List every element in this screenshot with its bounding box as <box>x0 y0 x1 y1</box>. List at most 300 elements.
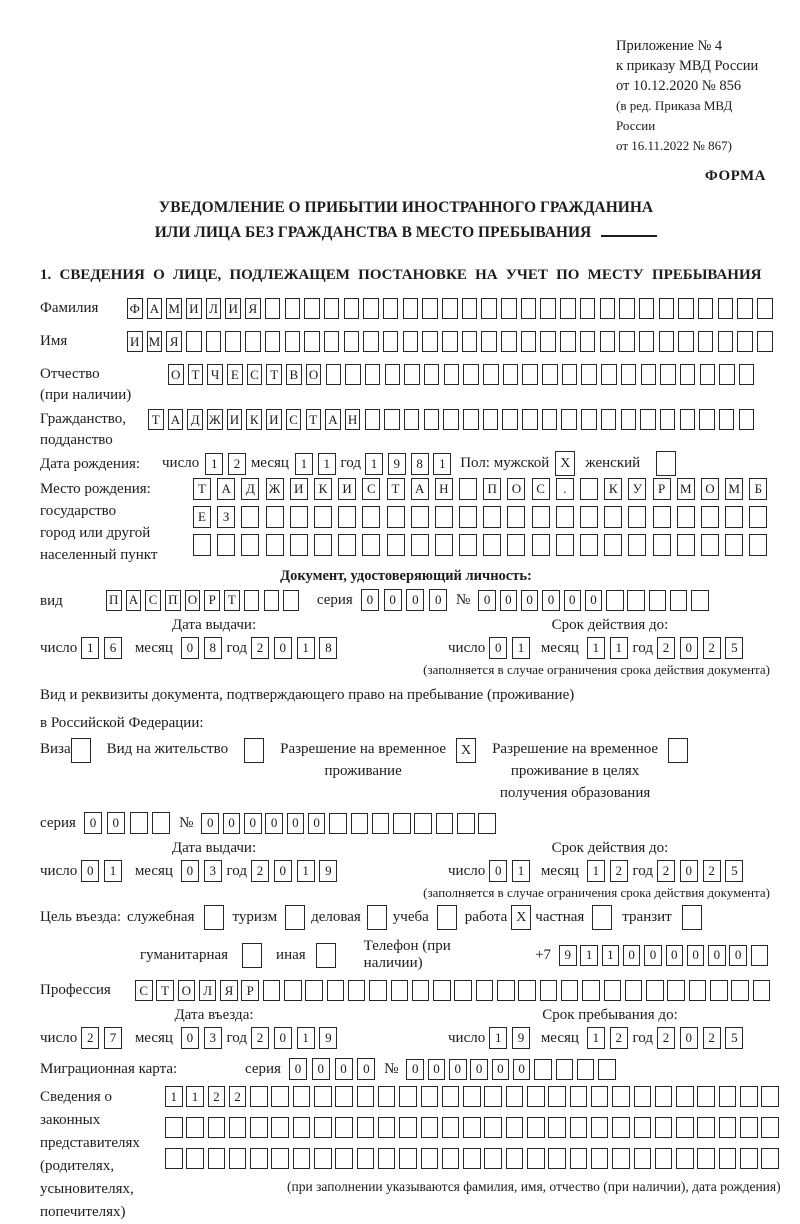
char-cell[interactable] <box>612 1117 630 1138</box>
char-cell[interactable] <box>244 590 260 611</box>
char-cell[interactable] <box>387 534 405 556</box>
char-cell[interactable]: Е <box>227 364 243 385</box>
char-cell[interactable] <box>435 534 453 556</box>
char-cell[interactable] <box>749 534 767 556</box>
purpose-tourism-checkbox[interactable] <box>285 905 305 930</box>
char-cell[interactable] <box>503 364 519 385</box>
char-cell[interactable]: 0 <box>406 1059 424 1080</box>
char-cell[interactable] <box>725 534 743 556</box>
char-cell[interactable] <box>761 1086 779 1107</box>
char-cell[interactable] <box>653 506 671 528</box>
char-cell[interactable] <box>761 1117 779 1138</box>
char-cell[interactable] <box>404 364 420 385</box>
char-cell[interactable] <box>640 409 656 430</box>
char-cell[interactable]: 0 <box>492 1059 510 1080</box>
char-cell[interactable]: Р <box>241 980 259 1001</box>
char-cell[interactable]: 0 <box>335 1058 353 1080</box>
char-cell[interactable]: 1 <box>297 637 315 659</box>
char-cell[interactable] <box>324 298 340 319</box>
char-cell[interactable]: М <box>725 478 743 500</box>
char-cell[interactable] <box>506 1148 524 1169</box>
char-cell[interactable]: 0 <box>489 637 507 659</box>
char-cell[interactable] <box>527 1117 545 1138</box>
resid-valid-month-cells[interactable] <box>587 860 633 882</box>
entry-month-cells[interactable] <box>181 1027 227 1049</box>
char-cell[interactable] <box>655 1086 673 1107</box>
char-cell[interactable]: О <box>178 980 196 1001</box>
char-cell[interactable] <box>271 1117 289 1138</box>
char-cell[interactable] <box>678 298 694 319</box>
char-cell[interactable]: А <box>126 590 142 611</box>
char-cell[interactable]: 9 <box>512 1027 530 1049</box>
char-cell[interactable]: 2 <box>657 860 675 882</box>
char-cell[interactable] <box>719 1117 737 1138</box>
char-cell[interactable] <box>165 1117 183 1138</box>
char-cell[interactable]: 2 <box>703 637 721 659</box>
char-cell[interactable] <box>265 298 281 319</box>
char-cell[interactable]: 1 <box>295 453 313 475</box>
char-cell[interactable]: Ч <box>207 364 223 385</box>
char-cell[interactable]: А <box>168 409 184 430</box>
char-cell[interactable] <box>442 1086 460 1107</box>
char-cell[interactable] <box>378 1148 396 1169</box>
char-cell[interactable] <box>604 534 622 556</box>
char-cell[interactable]: . <box>556 478 574 500</box>
char-cell[interactable]: 9 <box>559 945 577 966</box>
char-cell[interactable] <box>245 331 261 352</box>
char-cell[interactable] <box>241 534 259 556</box>
birthdate-day-cells[interactable] <box>205 453 251 475</box>
char-cell[interactable] <box>677 506 695 528</box>
char-cell[interactable] <box>263 980 281 1001</box>
char-cell[interactable]: 3 <box>204 860 222 882</box>
char-cell[interactable]: И <box>290 478 308 500</box>
char-cell[interactable]: 0 <box>107 812 125 834</box>
char-cell[interactable]: 0 <box>357 1058 375 1080</box>
char-cell[interactable] <box>327 980 345 1001</box>
char-cell[interactable]: 0 <box>489 860 507 882</box>
char-cell[interactable] <box>362 506 380 528</box>
char-cell[interactable]: И <box>127 331 143 352</box>
char-cell[interactable] <box>659 331 675 352</box>
char-cell[interactable]: С <box>362 478 380 500</box>
char-cell[interactable]: 0 <box>687 945 705 966</box>
char-cell[interactable] <box>689 980 707 1001</box>
char-cell[interactable]: 3 <box>204 1027 222 1049</box>
birthplace-row2-cells[interactable] <box>193 506 774 528</box>
char-cell[interactable]: 1 <box>365 453 383 475</box>
char-cell[interactable]: К <box>604 478 622 500</box>
char-cell[interactable]: Б <box>749 478 767 500</box>
char-cell[interactable]: С <box>135 980 153 1001</box>
char-cell[interactable] <box>719 1086 737 1107</box>
representatives-row1-cells[interactable] <box>165 1086 783 1107</box>
char-cell[interactable]: 1 <box>104 860 122 882</box>
char-cell[interactable] <box>660 364 676 385</box>
char-cell[interactable]: 1 <box>297 1027 315 1049</box>
char-cell[interactable] <box>581 364 597 385</box>
char-cell[interactable] <box>634 1117 652 1138</box>
char-cell[interactable] <box>739 409 755 430</box>
char-cell[interactable]: Т <box>148 409 164 430</box>
char-cell[interactable]: 0 <box>274 1027 292 1049</box>
char-cell[interactable] <box>691 590 709 611</box>
char-cell[interactable] <box>627 590 645 611</box>
char-cell[interactable] <box>757 331 773 352</box>
char-cell[interactable] <box>634 1148 652 1169</box>
valid-year-cells[interactable] <box>657 637 748 659</box>
char-cell[interactable] <box>628 506 646 528</box>
char-cell[interactable]: 0 <box>429 589 447 611</box>
char-cell[interactable] <box>363 298 379 319</box>
char-cell[interactable] <box>580 506 598 528</box>
char-cell[interactable] <box>506 1086 524 1107</box>
char-cell[interactable]: 1 <box>587 1027 605 1049</box>
char-cell[interactable]: 5 <box>725 1027 743 1049</box>
char-cell[interactable] <box>701 534 719 556</box>
char-cell[interactable] <box>206 331 222 352</box>
char-cell[interactable] <box>561 980 579 1001</box>
char-cell[interactable] <box>600 298 616 319</box>
char-cell[interactable] <box>641 364 657 385</box>
char-cell[interactable] <box>357 1117 375 1138</box>
char-cell[interactable] <box>619 298 635 319</box>
char-cell[interactable]: 1 <box>512 637 530 659</box>
firstname-cells[interactable] <box>127 331 777 352</box>
char-cell[interactable]: М <box>677 478 695 500</box>
char-cell[interactable] <box>676 1117 694 1138</box>
birthplace-row1-cells[interactable] <box>193 478 774 500</box>
char-cell[interactable] <box>497 980 515 1001</box>
char-cell[interactable] <box>463 1086 481 1107</box>
char-cell[interactable] <box>667 980 685 1001</box>
char-cell[interactable] <box>628 534 646 556</box>
char-cell[interactable]: 2 <box>229 1086 247 1107</box>
char-cell[interactable] <box>462 298 478 319</box>
char-cell[interactable] <box>362 534 380 556</box>
char-cell[interactable] <box>749 506 767 528</box>
char-cell[interactable] <box>324 331 340 352</box>
char-cell[interactable] <box>751 945 769 966</box>
char-cell[interactable] <box>542 409 558 430</box>
char-cell[interactable]: О <box>306 364 322 385</box>
char-cell[interactable]: 0 <box>449 1059 467 1080</box>
resid-valid-year-cells[interactable] <box>657 860 748 882</box>
char-cell[interactable] <box>384 409 400 430</box>
char-cell[interactable] <box>761 1148 779 1169</box>
char-cell[interactable] <box>561 409 577 430</box>
char-cell[interactable]: 1 <box>610 637 628 659</box>
char-cell[interactable]: 0 <box>201 813 219 834</box>
char-cell[interactable]: С <box>247 364 263 385</box>
char-cell[interactable]: Т <box>306 409 322 430</box>
char-cell[interactable] <box>335 1117 353 1138</box>
char-cell[interactable] <box>540 980 558 1001</box>
char-cell[interactable] <box>290 534 308 556</box>
char-cell[interactable] <box>731 980 749 1001</box>
char-cell[interactable]: 8 <box>411 453 429 475</box>
char-cell[interactable]: 1 <box>318 453 336 475</box>
char-cell[interactable] <box>540 298 556 319</box>
char-cell[interactable] <box>697 1086 715 1107</box>
char-cell[interactable] <box>577 1059 595 1080</box>
char-cell[interactable]: Т <box>193 478 211 500</box>
purpose-other-checkbox[interactable] <box>316 943 336 968</box>
char-cell[interactable]: Р <box>653 478 671 500</box>
representatives-row3-cells[interactable] <box>165 1148 783 1169</box>
char-cell[interactable]: 2 <box>657 637 675 659</box>
char-cell[interactable] <box>314 506 332 528</box>
char-cell[interactable] <box>699 409 715 430</box>
char-cell[interactable]: Я <box>220 980 238 1001</box>
char-cell[interactable]: У <box>628 478 646 500</box>
char-cell[interactable]: И <box>338 478 356 500</box>
char-cell[interactable] <box>522 364 538 385</box>
char-cell[interactable] <box>560 331 576 352</box>
char-cell[interactable]: 0 <box>181 637 199 659</box>
char-cell[interactable] <box>604 980 622 1001</box>
char-cell[interactable] <box>612 1148 630 1169</box>
char-cell[interactable]: 0 <box>708 945 726 966</box>
char-cell[interactable] <box>264 590 280 611</box>
char-cell[interactable]: Н <box>345 409 361 430</box>
purpose-work-checkbox[interactable]: X <box>511 905 531 930</box>
char-cell[interactable] <box>424 409 440 430</box>
char-cell[interactable]: Ж <box>266 478 284 500</box>
char-cell[interactable] <box>335 1148 353 1169</box>
char-cell[interactable] <box>378 1086 396 1107</box>
char-cell[interactable]: Ф <box>127 298 143 319</box>
char-cell[interactable] <box>305 980 323 1001</box>
char-cell[interactable] <box>225 331 241 352</box>
stay-month-cells[interactable] <box>587 1027 633 1049</box>
char-cell[interactable]: 2 <box>251 1027 269 1049</box>
char-cell[interactable] <box>534 1059 552 1080</box>
birthplace-row3-cells[interactable] <box>193 534 774 556</box>
char-cell[interactable]: О <box>168 364 184 385</box>
char-cell[interactable]: 0 <box>680 637 698 659</box>
char-cell[interactable] <box>646 980 664 1001</box>
char-cell[interactable]: М <box>166 298 182 319</box>
resid-issue-month-cells[interactable] <box>181 860 227 882</box>
char-cell[interactable]: К <box>314 478 332 500</box>
char-cell[interactable]: Л <box>199 980 217 1001</box>
char-cell[interactable] <box>570 1086 588 1107</box>
char-cell[interactable]: 0 <box>84 812 102 834</box>
char-cell[interactable] <box>250 1086 268 1107</box>
char-cell[interactable] <box>580 298 596 319</box>
char-cell[interactable] <box>634 1086 652 1107</box>
char-cell[interactable] <box>378 1117 396 1138</box>
char-cell[interactable] <box>399 1148 417 1169</box>
migration-series-cells[interactable] <box>289 1058 380 1080</box>
char-cell[interactable] <box>719 1148 737 1169</box>
char-cell[interactable]: 0 <box>428 1059 446 1080</box>
valid-day-cells[interactable] <box>489 637 535 659</box>
char-cell[interactable] <box>518 980 536 1001</box>
resid-issue-year-cells[interactable] <box>251 860 342 882</box>
char-cell[interactable]: 0 <box>274 637 292 659</box>
resid-issue-day-cells[interactable] <box>81 860 127 882</box>
char-cell[interactable] <box>424 364 440 385</box>
char-cell[interactable] <box>411 534 429 556</box>
char-cell[interactable] <box>462 331 478 352</box>
char-cell[interactable] <box>601 364 617 385</box>
char-cell[interactable] <box>532 534 550 556</box>
char-cell[interactable] <box>387 506 405 528</box>
migration-number-cells[interactable] <box>406 1059 619 1080</box>
char-cell[interactable] <box>740 1086 758 1107</box>
char-cell[interactable] <box>454 980 472 1001</box>
char-cell[interactable] <box>612 1086 630 1107</box>
char-cell[interactable]: 2 <box>610 1027 628 1049</box>
char-cell[interactable]: 1 <box>587 637 605 659</box>
char-cell[interactable]: 1 <box>580 945 598 966</box>
char-cell[interactable] <box>625 980 643 1001</box>
char-cell[interactable] <box>229 1117 247 1138</box>
char-cell[interactable] <box>739 364 755 385</box>
char-cell[interactable]: А <box>217 478 235 500</box>
char-cell[interactable] <box>403 331 419 352</box>
char-cell[interactable]: З <box>217 506 235 528</box>
char-cell[interactable]: 2 <box>251 637 269 659</box>
char-cell[interactable] <box>393 813 411 834</box>
char-cell[interactable] <box>737 298 753 319</box>
char-cell[interactable] <box>639 331 655 352</box>
char-cell[interactable]: 0 <box>513 1059 531 1080</box>
char-cell[interactable]: О <box>507 478 525 500</box>
char-cell[interactable] <box>753 980 771 1001</box>
char-cell[interactable] <box>186 1117 204 1138</box>
char-cell[interactable] <box>660 409 676 430</box>
char-cell[interactable]: 7 <box>104 1027 122 1049</box>
char-cell[interactable] <box>725 506 743 528</box>
char-cell[interactable] <box>481 331 497 352</box>
char-cell[interactable] <box>411 506 429 528</box>
char-cell[interactable]: 9 <box>319 1027 337 1049</box>
char-cell[interactable] <box>582 980 600 1001</box>
char-cell[interactable] <box>217 534 235 556</box>
char-cell[interactable] <box>483 364 499 385</box>
char-cell[interactable] <box>250 1117 268 1138</box>
char-cell[interactable]: 0 <box>181 1027 199 1049</box>
char-cell[interactable] <box>283 590 299 611</box>
char-cell[interactable] <box>348 980 366 1001</box>
char-cell[interactable] <box>250 1148 268 1169</box>
char-cell[interactable] <box>521 331 537 352</box>
char-cell[interactable] <box>266 506 284 528</box>
char-cell[interactable] <box>421 1117 439 1138</box>
char-cell[interactable] <box>580 534 598 556</box>
char-cell[interactable] <box>570 1148 588 1169</box>
char-cell[interactable] <box>598 1059 616 1080</box>
char-cell[interactable] <box>369 980 387 1001</box>
char-cell[interactable] <box>357 1148 375 1169</box>
char-cell[interactable]: Е <box>193 506 211 528</box>
purpose-study-checkbox[interactable] <box>437 905 457 930</box>
char-cell[interactable] <box>698 298 714 319</box>
char-cell[interactable]: 0 <box>287 813 305 834</box>
char-cell[interactable] <box>532 506 550 528</box>
char-cell[interactable]: 2 <box>703 1027 721 1049</box>
char-cell[interactable] <box>459 534 477 556</box>
char-cell[interactable] <box>556 506 574 528</box>
profession-cells[interactable] <box>135 980 774 1001</box>
char-cell[interactable]: С <box>286 409 302 430</box>
char-cell[interactable] <box>433 980 451 1001</box>
char-cell[interactable] <box>740 1148 758 1169</box>
char-cell[interactable] <box>265 331 281 352</box>
purpose-transit-checkbox[interactable] <box>682 905 702 930</box>
char-cell[interactable] <box>459 506 477 528</box>
char-cell[interactable]: 0 <box>308 813 326 834</box>
char-cell[interactable] <box>399 1086 417 1107</box>
char-cell[interactable] <box>193 534 211 556</box>
char-cell[interactable]: Д <box>187 409 203 430</box>
resid-valid-day-cells[interactable] <box>489 860 535 882</box>
char-cell[interactable] <box>290 506 308 528</box>
char-cell[interactable] <box>130 812 148 834</box>
char-cell[interactable] <box>478 813 496 834</box>
char-cell[interactable] <box>560 298 576 319</box>
char-cell[interactable] <box>701 506 719 528</box>
char-cell[interactable] <box>484 1117 502 1138</box>
char-cell[interactable] <box>507 534 525 556</box>
char-cell[interactable] <box>606 590 624 611</box>
char-cell[interactable] <box>414 813 432 834</box>
char-cell[interactable]: Т <box>188 364 204 385</box>
birthdate-year-cells[interactable] <box>365 453 456 475</box>
char-cell[interactable] <box>548 1117 566 1138</box>
issue-year-cells[interactable] <box>251 637 342 659</box>
char-cell[interactable] <box>670 590 688 611</box>
char-cell[interactable] <box>442 1148 460 1169</box>
citizenship-cells[interactable] <box>148 409 758 430</box>
char-cell[interactable] <box>357 1086 375 1107</box>
char-cell[interactable]: 0 <box>312 1058 330 1080</box>
char-cell[interactable] <box>591 1086 609 1107</box>
char-cell[interactable] <box>502 409 518 430</box>
char-cell[interactable]: 9 <box>388 453 406 475</box>
stay-year-cells[interactable] <box>657 1027 748 1049</box>
char-cell[interactable] <box>436 813 454 834</box>
char-cell[interactable]: 0 <box>244 813 262 834</box>
char-cell[interactable]: 2 <box>81 1027 99 1049</box>
char-cell[interactable]: И <box>225 298 241 319</box>
char-cell[interactable]: Т <box>156 980 174 1001</box>
char-cell[interactable] <box>463 1148 481 1169</box>
char-cell[interactable]: Л <box>206 298 222 319</box>
surname-cells[interactable] <box>127 298 777 319</box>
char-cell[interactable] <box>186 331 202 352</box>
issue-day-cells[interactable] <box>81 637 127 659</box>
char-cell[interactable]: Ж <box>207 409 223 430</box>
char-cell[interactable] <box>483 409 499 430</box>
char-cell[interactable] <box>399 1117 417 1138</box>
char-cell[interactable] <box>719 364 735 385</box>
char-cell[interactable] <box>338 534 356 556</box>
char-cell[interactable] <box>442 298 458 319</box>
char-cell[interactable] <box>521 298 537 319</box>
char-cell[interactable]: 0 <box>500 590 518 611</box>
char-cell[interactable]: А <box>325 409 341 430</box>
char-cell[interactable]: 0 <box>361 589 379 611</box>
char-cell[interactable]: 0 <box>585 590 603 611</box>
char-cell[interactable]: 6 <box>104 637 122 659</box>
char-cell[interactable]: 1 <box>587 860 605 882</box>
char-cell[interactable] <box>621 364 637 385</box>
char-cell[interactable]: 0 <box>729 945 747 966</box>
